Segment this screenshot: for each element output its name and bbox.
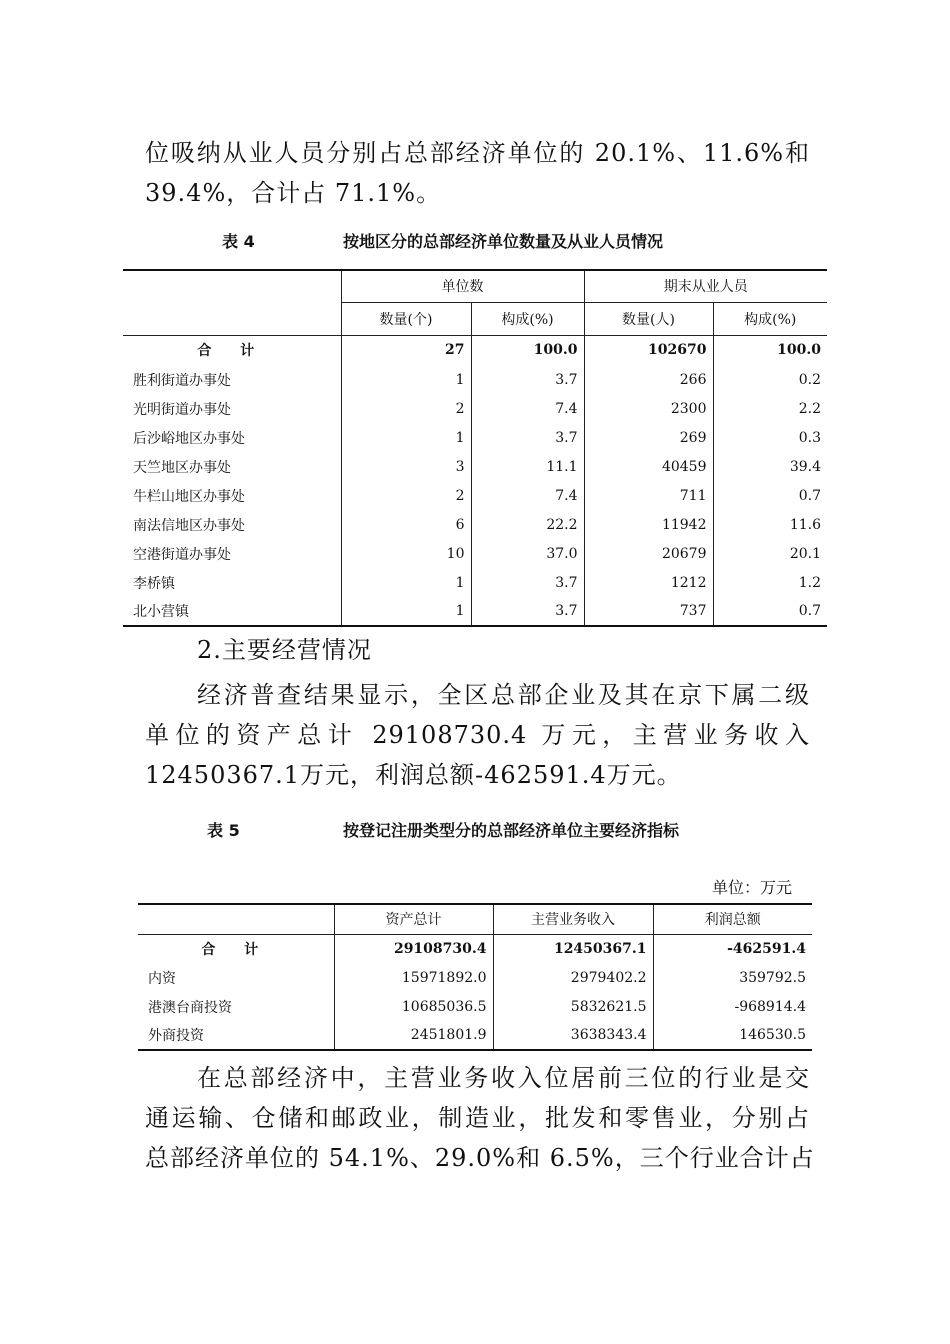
- col-header: 资产总计: [334, 904, 493, 934]
- cell: 11.6: [789, 516, 821, 533]
- col-header: 数量(个): [341, 302, 471, 335]
- cell: 7.4: [471, 394, 584, 423]
- table-row: [123, 394, 827, 423]
- table5-label: 表 5: [207, 821, 240, 840]
- cell: 266: [584, 365, 713, 394]
- cell: 1.2: [798, 574, 821, 591]
- cell: 3638343.4: [493, 1021, 653, 1050]
- cell: 100.0: [471, 335, 584, 365]
- cell: 0.7: [798, 603, 821, 619]
- row-label: 合 计: [123, 335, 341, 365]
- cell: 3.7: [471, 423, 584, 452]
- col-header: 构成(%): [713, 302, 827, 335]
- cell: 11.1: [471, 452, 584, 481]
- group-header-staff: 期末从业人员: [584, 270, 827, 302]
- table4: [123, 269, 827, 627]
- cell: 10: [341, 539, 471, 568]
- cell: 20679: [584, 539, 713, 568]
- col-header: 构成(%): [471, 302, 584, 335]
- col-header: 主营业务收入: [493, 904, 653, 934]
- cell: 359792.5: [739, 969, 806, 986]
- cell: 20.1: [789, 545, 821, 562]
- cell: 1: [341, 423, 471, 452]
- row-label: 外商投资: [138, 1021, 334, 1050]
- paragraph-line: 位吸纳从业人员分别占总部经济单位的 20.1%、11.6%和: [145, 139, 810, 167]
- row-label: 牛栏山地区办事处: [123, 481, 341, 510]
- paragraph-line: 经济普查结果显示，全区总部企业及其在京下属二级: [197, 681, 810, 709]
- row-label: 港澳台商投资: [138, 992, 334, 1021]
- cell: 27: [341, 335, 471, 365]
- cell: 2: [341, 394, 471, 423]
- row-label: 胜利街道办事处: [123, 365, 341, 394]
- cell: 5832621.5: [493, 992, 653, 1021]
- table5-title: 按登记注册类型分的总部经济单位主要经济指标: [343, 821, 680, 840]
- cell: 29108730.4: [334, 934, 493, 963]
- cell: 1: [341, 597, 471, 626]
- cell: 269: [584, 423, 713, 452]
- cell: 3.7: [471, 597, 584, 626]
- table-row: [123, 481, 827, 510]
- table-row: [138, 1021, 812, 1050]
- col-header: 利润总额: [704, 912, 761, 929]
- table4-label: 表 4: [222, 232, 255, 251]
- cell: 1212: [584, 568, 713, 597]
- cell: 7.4: [471, 481, 584, 510]
- cell: 2.2: [798, 400, 821, 417]
- cell: 1: [341, 365, 471, 394]
- cell: 711: [584, 481, 713, 510]
- section-heading: [197, 630, 597, 670]
- cell: 10685036.5: [334, 992, 493, 1021]
- closing-paragraph: [145, 1058, 815, 1178]
- table-row-total: [138, 934, 812, 963]
- row-label: 光明街道办事处: [123, 394, 341, 423]
- table-row: [138, 992, 812, 1021]
- stub-header: [123, 270, 341, 335]
- stub-header: [138, 904, 334, 934]
- cell: 2979402.2: [493, 963, 653, 992]
- cell: 6: [341, 510, 471, 539]
- cell: 2: [341, 481, 471, 510]
- cell: 3.7: [471, 568, 584, 597]
- cell: 1: [341, 568, 471, 597]
- cell: 3: [341, 452, 471, 481]
- row-label: 合 计: [138, 934, 334, 963]
- table-row: [123, 423, 827, 452]
- paragraph-line: 12450367.1万元，利润总额-462591.4万元。: [145, 761, 682, 789]
- cell: 11942: [584, 510, 713, 539]
- table5-unit-note: 单位：万元: [712, 878, 793, 897]
- cell: 0.3: [798, 429, 821, 446]
- group-header-units: 单位数: [341, 270, 584, 302]
- cell: 12450367.1: [493, 934, 653, 963]
- cell: -462591.4: [727, 940, 806, 957]
- row-label: 后沙峪地区办事处: [123, 423, 341, 452]
- table4-title: 按地区分的总部经济单位数量及从业人员情况: [343, 232, 664, 251]
- row-label: 空港街道办事处: [123, 539, 341, 568]
- cell: -968914.4: [734, 998, 806, 1015]
- table-row: [123, 365, 827, 394]
- paragraph-line: 通运输、仓储和邮政业，制造业，批发和零售业，分别占: [145, 1104, 810, 1132]
- row-label: 南法信地区办事处: [123, 510, 341, 539]
- cell: 39.4: [789, 458, 821, 475]
- cell: 37.0: [471, 539, 584, 568]
- cell: 2451801.9: [334, 1021, 493, 1050]
- table-row: [123, 568, 827, 597]
- col-header: 数量(人): [584, 302, 713, 335]
- cell: 22.2: [471, 510, 584, 539]
- paragraph-line: 39.4%，合计占 71.1%。: [145, 179, 442, 207]
- cell: 2300: [584, 394, 713, 423]
- paragraph-line: 单位的资产总计 29108730.4 万元，主营业务收入: [145, 721, 810, 749]
- section-heading-text: 2.主要经营情况: [197, 636, 372, 664]
- business-paragraph: [145, 675, 810, 795]
- cell: 3.7: [471, 365, 584, 394]
- paragraph-line: 在总部经济中，主营业务收入位居前三位的行业是交: [197, 1064, 810, 1092]
- table-row: [123, 597, 827, 626]
- row-label: 内资: [138, 963, 334, 992]
- cell: 0.7: [798, 487, 821, 504]
- cell: 100.0: [777, 342, 821, 359]
- cell: 146530.5: [739, 1027, 806, 1043]
- table-row: [123, 452, 827, 481]
- paragraph-line: 总部经济单位的 54.1%、29.0%和 6.5%，三个行业合计占: [145, 1144, 815, 1172]
- cell: 40459: [584, 452, 713, 481]
- table-row: [138, 963, 812, 992]
- intro-paragraph: [145, 133, 810, 213]
- table-row: [123, 539, 827, 568]
- table5: [138, 903, 812, 1051]
- row-label: 天竺地区办事处: [123, 452, 341, 481]
- row-label: 北小营镇: [123, 597, 341, 626]
- table-row: [123, 510, 827, 539]
- cell: 737: [584, 597, 713, 626]
- row-label: 李桥镇: [123, 568, 341, 597]
- cell: 0.2: [798, 371, 821, 388]
- cell: 102670: [584, 335, 713, 365]
- table-row-total: [123, 335, 827, 365]
- cell: 15971892.0: [334, 963, 493, 992]
